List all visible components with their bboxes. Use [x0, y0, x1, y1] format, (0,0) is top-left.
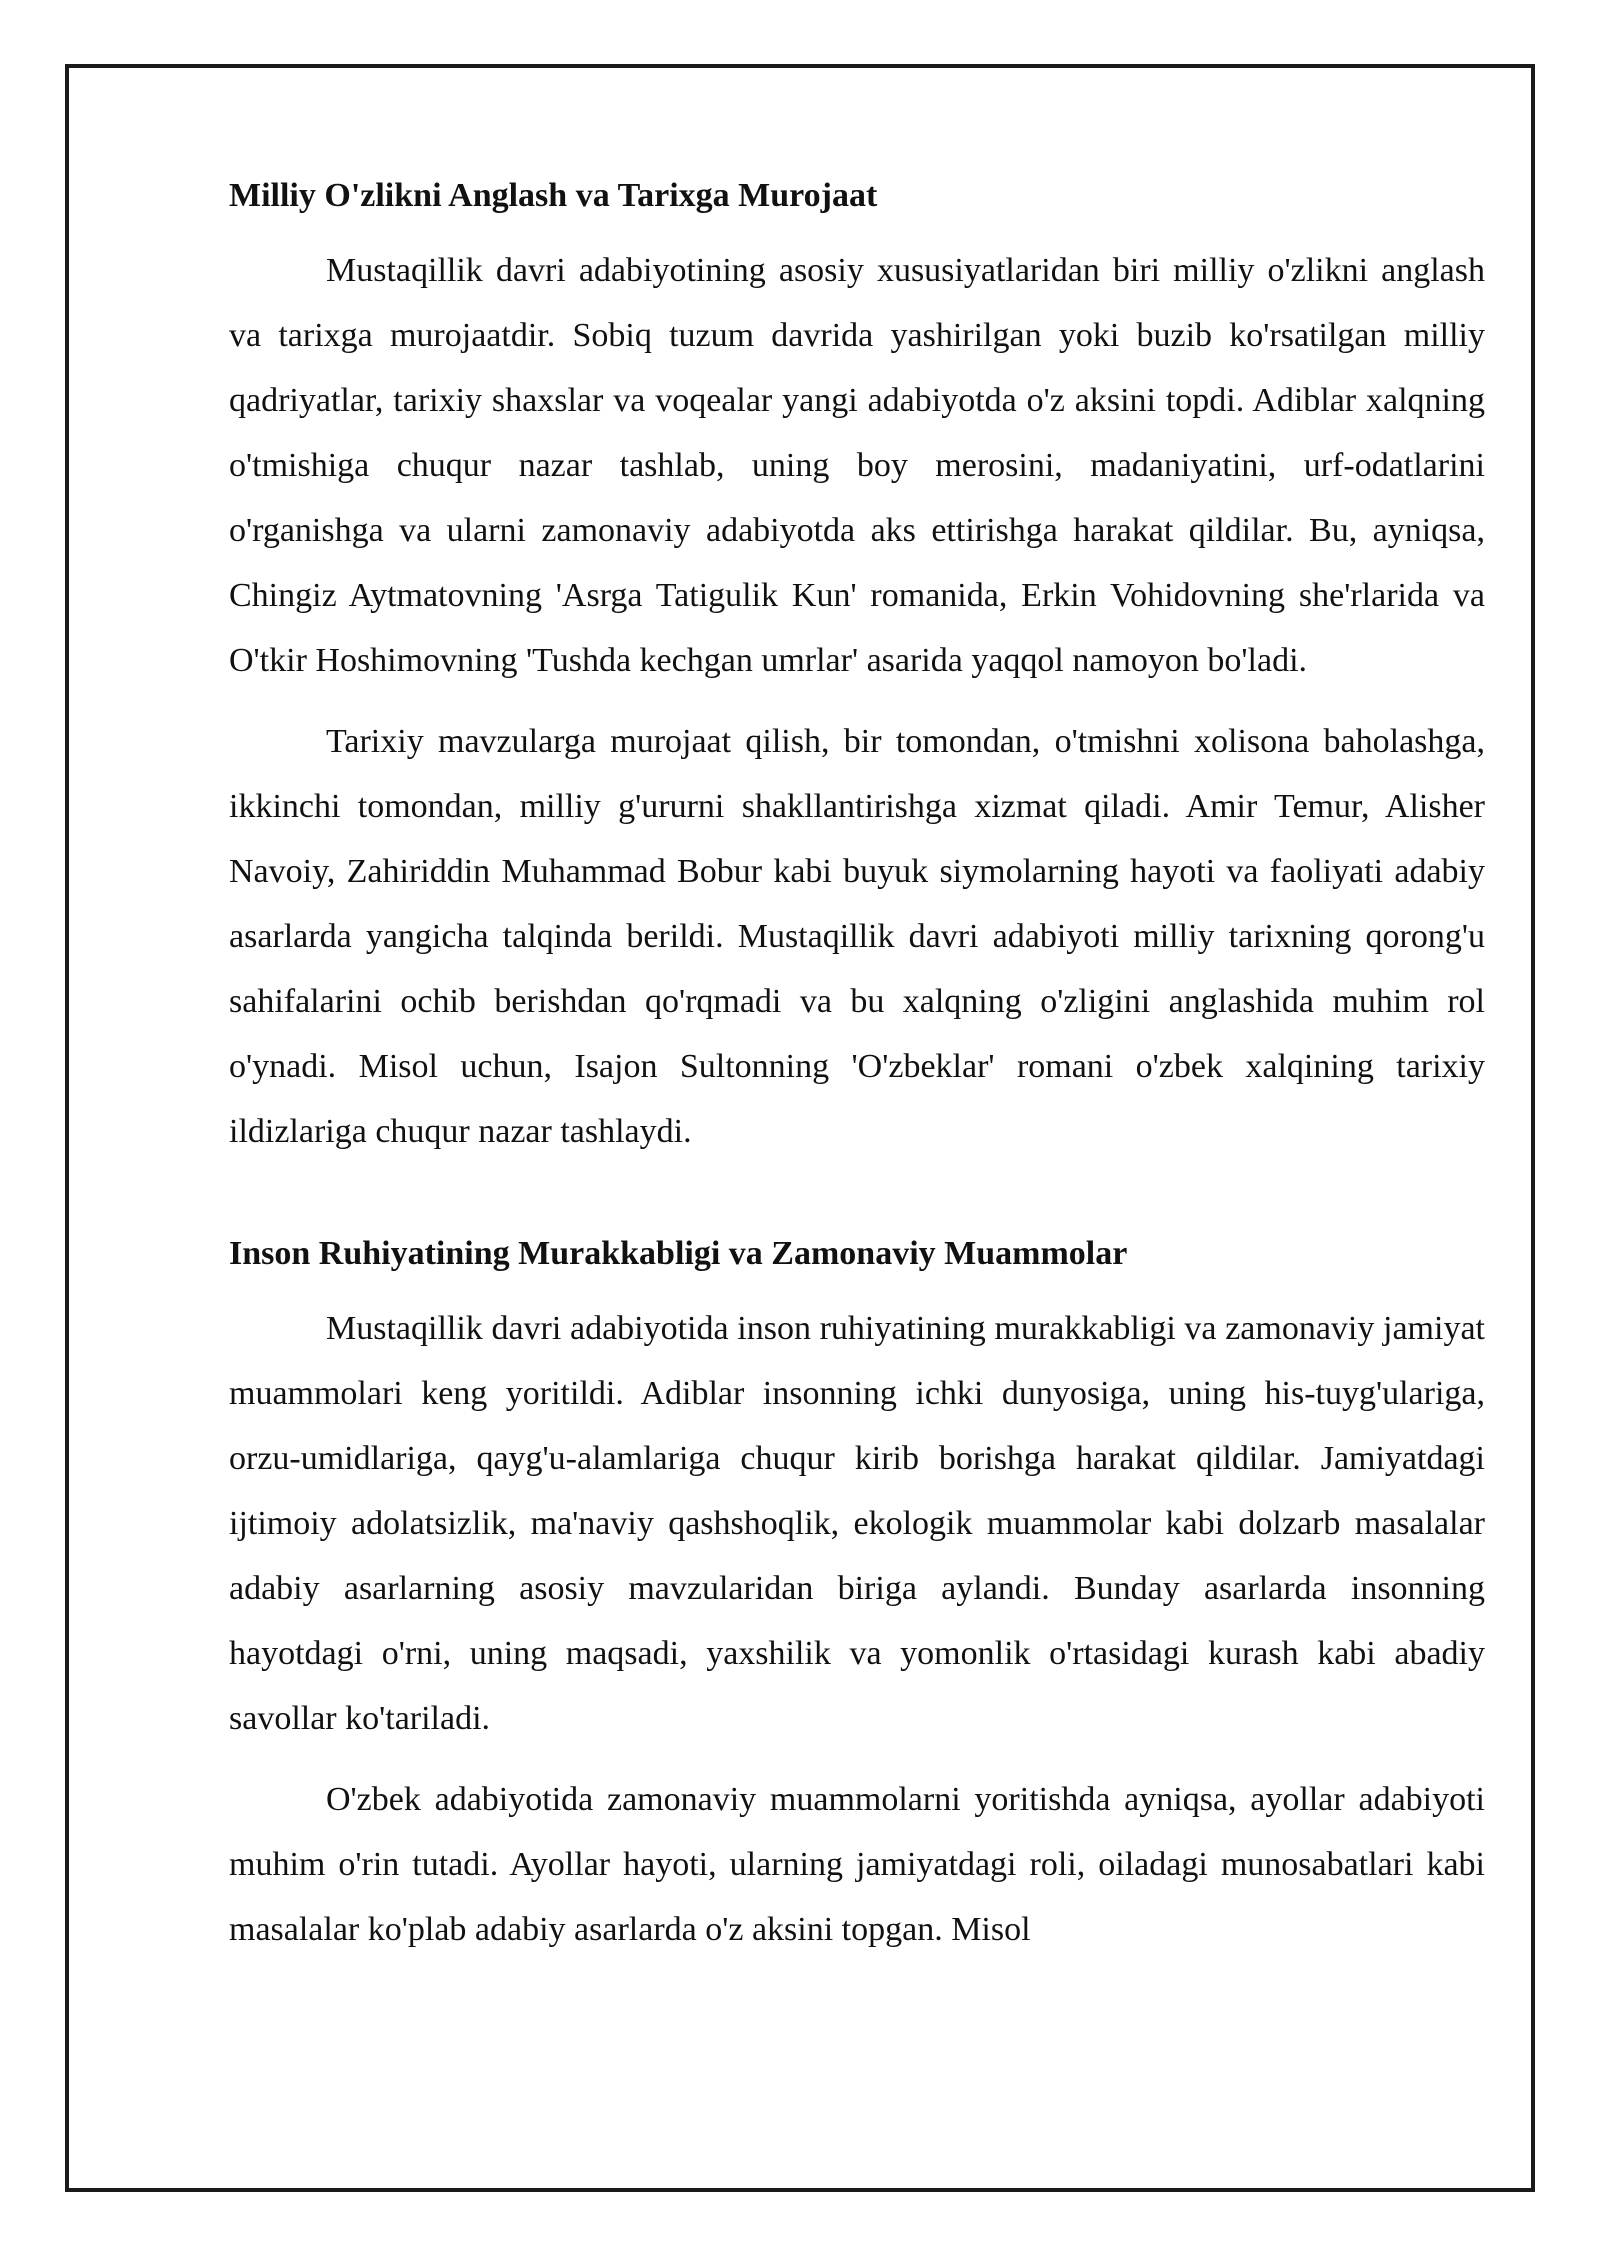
section-heading-human-psyche: Inson Ruhiyatining Murakkabligi va Zamonaviy Muammolar [229, 1235, 1128, 1272]
section-heading-national-identity: Milliy O'zlikni Anglash va Tarixga Murojaat [229, 177, 878, 214]
document-body [229, 174, 1485, 1978]
paragraph: Tarixiy mavzularga murojaat qilish, bir tomondan, o'tmishni xolisona baholashga, ikkinchi tomondan, milliy g'ururni shakllantirishga xizmat qiladi. Amir Temur, Alisher Navoiy, Zahiriddin Muhammad Bobur kabi buyuk siymolarning hayoti va faoliyati adabiy asarlarda yangicha talqinda berildi. Mustaqillik davri adabiyoti milliy tarixning qorong'u sahifalarini ochib berishdan qo'rqmadi va bu xalqning o'zligini anglashida muhim rol o'ynadi. Misol uchun, Isajon Sultonning 'O'zbeklar' romani o'zbek xalqining tarixiy ildizlariga chuqur nazar tashlaydi. [229, 723, 1485, 1150]
paragraph: Mustaqillik davri adabiyotida inson ruhiyatining murakkabligi va zamonaviy jamiyat muammolari keng yoritildi. Adiblar insonning ichki dunyosiga, uning his-tuyg'ulariga, orzu-umidlariga, qayg'u-alamlariga chuqur kirib borishga harakat qildilar. Jamiyatdagi ijtimoiy adolatsizlik, ma'naviy qashshoqlik, ekologik muammolar kabi dolzarb masalalar adabiy asarlarning asosiy mavzularidan biriga aylandi. Bunday asarlarda insonning hayotdagi o'rni, uning maqsadi, yaxshilik va yomonlik o'rtasidagi kurash kabi abadiy savollar ko'tariladi. [229, 1310, 1485, 1737]
paragraph: O'zbek adabiyotida zamonaviy muammolarni yoritishda ayniqsa, ayollar adabiyoti muhim o'rin tutadi. Ayollar hayoti, ularning jamiyatdagi roli, oiladagi munosabatlari kabi masalalar ko'plab adabiy asarlarda o'z aksini topgan. Misol [229, 1781, 1485, 1948]
paragraph: Mustaqillik davri adabiyotining asosiy xususiyatlaridan biri milliy o'zlikni anglash va tarixga murojaatdir. Sobiq tuzum davrida yashirilgan yoki buzib ko'rsatilgan milliy qadriyatlar, tarixiy shaxslar va voqealar yangi adabiyotda o'z aksini topdi. Adiblar xalqning o'tmishiga chuqur nazar tashlab, uning boy merosini, madaniyatini, urf-odatlarini o'rganishga va ularni zamonaviy adabiyotda aks ettirishga harakat qildilar. Bu, ayniqsa, Chingiz Aytmatovning 'Asrga Tatigulik Kun' romanida, Erkin Vohidovning she'rlarida va O'tkir Hoshimovning 'Tushda kechgan umrlar' asarida yaqqol namoyon bo'ladi. [229, 252, 1485, 679]
